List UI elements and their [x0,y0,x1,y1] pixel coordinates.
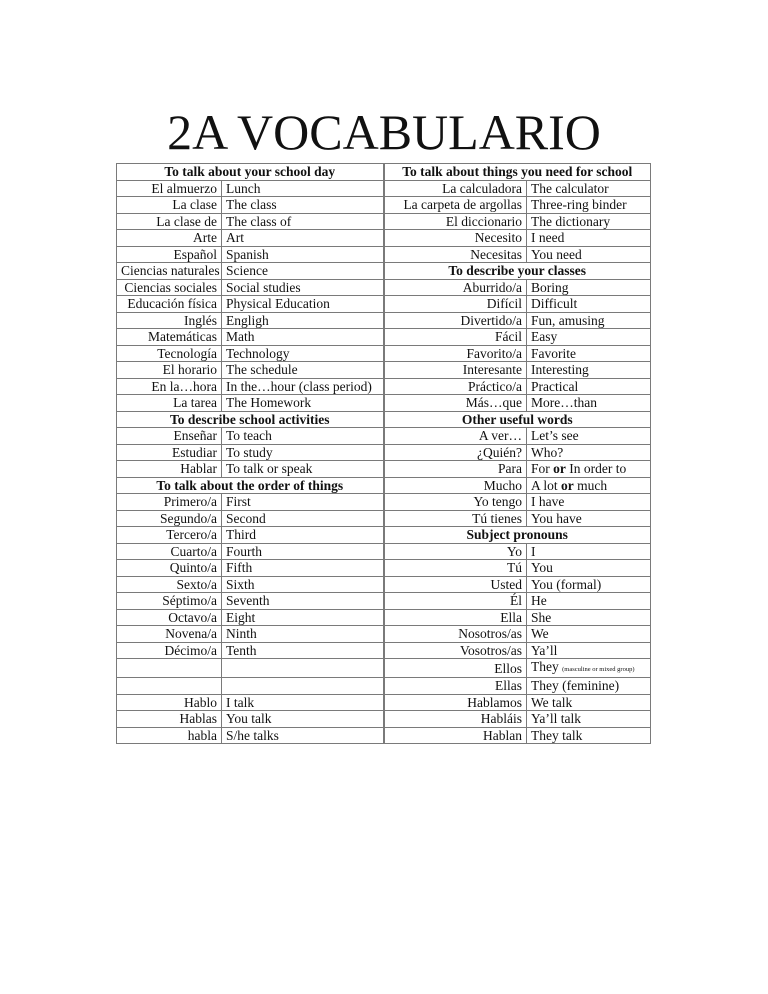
spanish-term: Necesito [384,230,527,247]
english-translation: Three-ring binder [527,197,651,214]
spanish-term: Tercero/a [117,527,222,544]
table-row [117,694,651,711]
spanish-term: Novena/a [117,626,222,643]
table-row [117,246,651,263]
spanish-term: Habláis [384,711,527,728]
translation-part: For [531,461,554,477]
spanish-term [117,678,222,695]
table-row [117,659,651,678]
english-translation: We talk [527,694,651,711]
english-translation: You (formal) [527,576,651,593]
spanish-term: Ciencias sociales [117,279,222,296]
english-translation: More…than [527,395,651,412]
table-row [117,164,651,181]
spanish-term: Español [117,246,222,263]
table-row [117,593,651,610]
english-translation: Second [222,510,384,527]
vocabulary-table [116,163,651,744]
spanish-term: Tú [384,560,527,577]
table-row [117,263,651,280]
spanish-term: Más…que [384,395,527,412]
spanish-term [117,659,222,678]
translation-part: A lot [531,477,562,493]
section-header: Other useful words [384,411,651,428]
emphasis-text: or [553,461,566,477]
spanish-term: Quinto/a [117,560,222,577]
table-row [117,560,651,577]
table-row [117,395,651,412]
english-translation: Third [222,527,384,544]
english-translation: You have [527,510,651,527]
table-row [117,642,651,659]
spanish-term: ¿Quién? [384,444,527,461]
spanish-term: El horario [117,362,222,379]
english-translation: I have [527,494,651,511]
table-row [117,711,651,728]
table-row [117,329,651,346]
english-translation: Interesting [527,362,651,379]
spanish-term: Hablamos [384,694,527,711]
english-translation: Ya’ll [527,642,651,659]
table-row [117,362,651,379]
english-translation: Technology [222,345,384,362]
english-translation: Spanish [222,246,384,263]
table-row [117,378,651,395]
table-row [117,180,651,197]
spanish-term: Necesitas [384,246,527,263]
english-translation: She [527,609,651,626]
english-translation: The calculator [527,180,651,197]
spanish-term: Yo [384,543,527,560]
english-translation: The class of [222,213,384,230]
spanish-term: Divertido/a [384,312,527,329]
spanish-term: Arte [117,230,222,247]
page-title: 2A VOCABULARIO [167,104,601,160]
spanish-term: Favorito/a [384,345,527,362]
english-translation: Seventh [222,593,384,610]
english-translation: You [527,560,651,577]
english-translation: Lunch [222,180,384,197]
spanish-term: Él [384,593,527,610]
spanish-term: Vosotros/as [384,642,527,659]
table-row [117,527,651,544]
english-translation: You talk [222,711,384,728]
english-translation: The dictionary [527,213,651,230]
table-row [117,428,651,445]
spanish-term: Hablar [117,461,222,478]
section-header: Subject pronouns [384,527,651,544]
spanish-term: Nosotros/as [384,626,527,643]
spanish-term: En la…hora [117,378,222,395]
spanish-term: Fácil [384,329,527,346]
translation-part: much [573,477,608,493]
spanish-term: Hablas [117,711,222,728]
english-translation: In the…hour (class period) [222,378,384,395]
english-translation: Engligh [222,312,384,329]
english-translation: Ya’ll talk [527,711,651,728]
english-translation [527,659,651,678]
english-translation: I [527,543,651,560]
table-row [117,411,651,428]
english-translation: First [222,494,384,511]
spanish-term: Inglés [117,312,222,329]
spanish-term: Interesante [384,362,527,379]
spanish-term: Hablan [384,727,527,744]
english-translation: Easy [527,329,651,346]
english-translation: Eight [222,609,384,626]
english-translation: You need [527,246,651,263]
spanish-term: habla [117,727,222,744]
english-translation: Let’s see [527,428,651,445]
english-translation: He [527,593,651,610]
english-translation: Favorite [527,345,651,362]
table-row [117,576,651,593]
spanish-term: Difícil [384,296,527,313]
table-row [117,312,651,329]
english-translation: Fifth [222,560,384,577]
english-translation: Fourth [222,543,384,560]
english-translation: They (feminine) [527,678,651,695]
spanish-term: La clase [117,197,222,214]
spanish-term: Ella [384,609,527,626]
spanish-term: Estudiar [117,444,222,461]
english-translation: To teach [222,428,384,445]
spanish-term: El almuerzo [117,180,222,197]
spanish-term: Tecnología [117,345,222,362]
table-row [117,609,651,626]
english-translation: Ninth [222,626,384,643]
translation-part: In order to [565,461,627,477]
spanish-term: Sexto/a [117,576,222,593]
english-translation: Sixth [222,576,384,593]
spanish-term: Hablo [117,694,222,711]
spanish-term: Educación física [117,296,222,313]
table-row [117,296,651,313]
english-translation: The class [222,197,384,214]
emphasis-text: or [561,477,574,493]
table-row [117,197,651,214]
english-translation: Tenth [222,642,384,659]
spanish-term: Segundo/a [117,510,222,527]
english-translation: Practical [527,378,651,395]
spanish-term: Yo tengo [384,494,527,511]
table-row [117,477,651,494]
english-translation [527,461,651,478]
spanish-term: Octavo/a [117,609,222,626]
english-translation: To talk or speak [222,461,384,478]
table-row [117,279,651,296]
spanish-term: La calculadora [384,180,527,197]
spanish-term: Matemáticas [117,329,222,346]
english-translation: The Homework [222,395,384,412]
table-row [117,230,651,247]
english-translation: The schedule [222,362,384,379]
spanish-term: Ellas [384,678,527,695]
section-header: To talk about things you need for school [384,164,651,181]
spanish-term: La carpeta de argollas [384,197,527,214]
spanish-term: Mucho [384,477,527,494]
table-row [117,727,651,744]
english-translation: Physical Education [222,296,384,313]
table-row [117,444,651,461]
spanish-term: A ver… [384,428,527,445]
section-header: To talk about your school day [117,164,384,181]
english-translation: Difficult [527,296,651,313]
table-row [117,543,651,560]
spanish-term: La tarea [117,395,222,412]
spanish-term: Enseñar [117,428,222,445]
spanish-term: Tú tienes [384,510,527,527]
section-header: To describe school activities [117,411,384,428]
spanish-term: El diccionario [384,213,527,230]
table-row [117,494,651,511]
english-translation: We [527,626,651,643]
spanish-term: La clase de [117,213,222,230]
spanish-term: Práctico/a [384,378,527,395]
spanish-term: Usted [384,576,527,593]
english-translation: I talk [222,694,384,711]
english-translation: Art [222,230,384,247]
spanish-term: Ciencias naturales [117,263,222,280]
table-row [117,213,651,230]
english-translation: Who? [527,444,651,461]
translation-part: They [531,659,563,674]
spanish-term: Décimo/a [117,642,222,659]
english-translation: To study [222,444,384,461]
english-translation: Science [222,263,384,280]
english-translation [222,678,384,695]
english-translation: Math [222,329,384,346]
english-translation: I need [527,230,651,247]
english-translation [527,477,651,494]
english-translation [222,659,384,678]
table-row [117,510,651,527]
spanish-term: Para [384,461,527,478]
spanish-term: Cuarto/a [117,543,222,560]
english-translation: Boring [527,279,651,296]
english-translation: They talk [527,727,651,744]
spanish-term: Séptimo/a [117,593,222,610]
english-translation: Fun, amusing [527,312,651,329]
spanish-term: Aburrido/a [384,279,527,296]
spanish-term: Primero/a [117,494,222,511]
section-header: To talk about the order of things [117,477,384,494]
note-text: (masculine or mixed group) [562,666,635,673]
section-header: To describe your classes [384,263,651,280]
table-row [117,678,651,695]
table-row [117,461,651,478]
spanish-term: Ellos [384,659,527,678]
english-translation: S/he talks [222,727,384,744]
english-translation: Social studies [222,279,384,296]
table-row [117,345,651,362]
table-row [117,626,651,643]
